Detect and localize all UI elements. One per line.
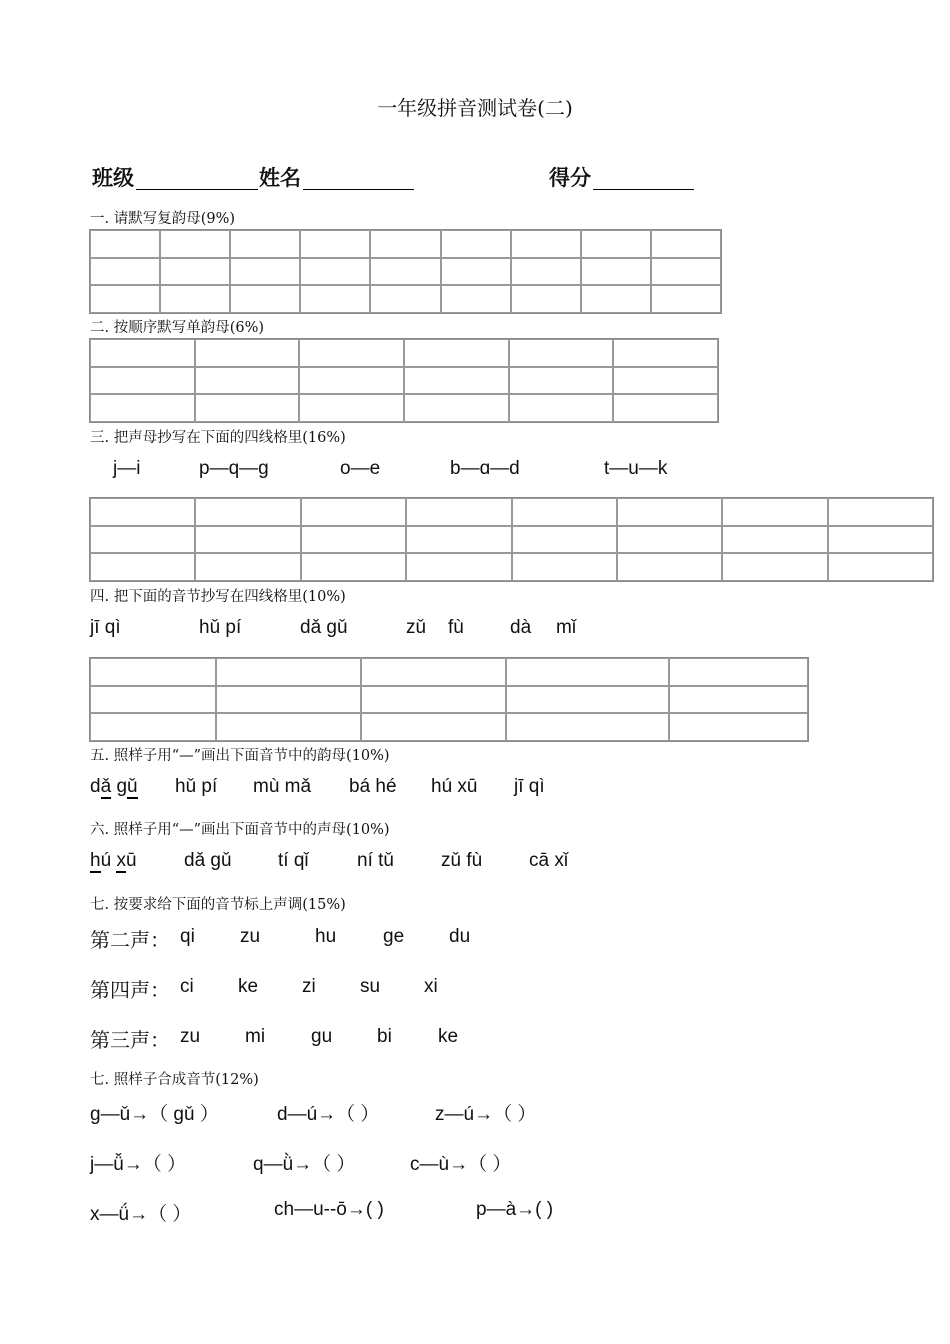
tone-item: ci xyxy=(180,976,194,997)
s5-item: jī qì xyxy=(514,776,545,797)
combine-item: c—ù→（ ） xyxy=(410,1154,512,1175)
combine-item: q—ǜ→（ ） xyxy=(253,1154,356,1175)
tone-item: su xyxy=(360,976,381,997)
tone-item: zu xyxy=(240,926,261,947)
tone-item: mi xyxy=(245,1026,266,1047)
tone-item: zu xyxy=(180,1026,201,1047)
tone-label: 第四声： xyxy=(90,978,170,1002)
section-7-heading: 七. 按要求给下面的音节标上声调(15%) xyxy=(90,897,346,913)
s3-item: j—i xyxy=(113,458,141,479)
s4-item: fù xyxy=(448,617,464,638)
s4-item: dǎ gǔ xyxy=(300,617,348,638)
combine-item: g—ǔ→（ gǔ ） xyxy=(90,1104,219,1125)
s5-item: hǔ pí xyxy=(175,776,218,797)
s6-item: zǔ fù xyxy=(441,850,483,871)
s6-example xyxy=(90,850,137,872)
score-label: 得分 xyxy=(549,167,591,190)
s4-item: zǔ xyxy=(406,617,427,638)
s3-item: o—e xyxy=(340,458,381,479)
class-label: 班级 xyxy=(92,167,134,190)
section-3-heading: 三. 把声母抄写在下面的四线格里(16%) xyxy=(90,430,346,446)
s4-item: hǔ pí xyxy=(199,617,242,638)
writing-grid-3[interactable] xyxy=(89,497,934,582)
tone-item: ke xyxy=(238,976,259,997)
section-1-heading: 一. 请默写复韵母(9%) xyxy=(90,211,236,227)
s5-example-final-1: ǎ xyxy=(100,776,112,797)
s6-item: ní tǔ xyxy=(357,850,394,871)
s5-example-initial-2: g xyxy=(116,776,128,797)
s5-example-final-2: ǔ xyxy=(127,776,138,797)
tone-item: xi xyxy=(424,976,438,997)
s6-item: dǎ gǔ xyxy=(184,850,232,871)
score-field[interactable] xyxy=(593,189,694,190)
combine-item: x—ǘ→（ ） xyxy=(90,1204,192,1225)
writing-grid-4[interactable] xyxy=(89,657,809,742)
s6-example-final-1: ú xyxy=(100,850,112,871)
section-8-heading: 七. 照样子合成音节(12%) xyxy=(90,1072,259,1088)
s6-item: cā xǐ xyxy=(529,850,569,871)
section-4-heading: 四. 把下面的音节抄写在四线格里(10%) xyxy=(90,589,346,605)
combine-item: j—ǚ→（ ） xyxy=(90,1154,187,1175)
combine-item: ch—u--ō→( ) xyxy=(274,1199,384,1220)
combine-item: d—ú→（ ） xyxy=(277,1104,380,1125)
section-2-heading: 二. 按顺序默写单韵母(6%) xyxy=(90,320,265,336)
name-label: 姓名 xyxy=(259,167,301,190)
s6-example-initial-2: x xyxy=(116,850,126,871)
s5-example-initial-1: d xyxy=(90,776,101,797)
s6-example-final-2: ū xyxy=(125,850,137,871)
s5-item: hú xū xyxy=(431,776,478,797)
tone-label: 第二声： xyxy=(90,928,170,952)
tone-item: du xyxy=(449,926,471,947)
s5-item: mù mǎ xyxy=(253,776,312,797)
s5-item: bá hé xyxy=(349,776,397,797)
writing-grid-2[interactable] xyxy=(89,338,719,423)
tone-item: ke xyxy=(438,1026,459,1047)
s6-item: tí qǐ xyxy=(278,850,309,871)
s4-item: mǐ xyxy=(556,617,577,638)
tone-item: hu xyxy=(315,926,337,947)
tone-item: qi xyxy=(180,926,195,947)
tone-item: zi xyxy=(302,976,316,997)
writing-grid-1[interactable] xyxy=(89,229,722,314)
tone-item: gu xyxy=(311,1026,333,1047)
s3-item: t—u—k xyxy=(604,458,668,479)
class-field[interactable] xyxy=(136,189,258,190)
s3-item: p—q—g xyxy=(199,458,269,479)
combine-item: p—à→( ) xyxy=(476,1199,554,1220)
s4-item: jī qì xyxy=(90,617,121,638)
s5-example xyxy=(90,776,138,798)
s6-example-initial-1: h xyxy=(90,850,101,871)
page-title: 一年级拼音测试卷(二) xyxy=(377,96,573,120)
section-5-heading: 五. 照样子用“—”画出下面音节中的韵母(10%) xyxy=(90,748,390,764)
section-6-heading: 六. 照样子用“—”画出下面音节中的声母(10%) xyxy=(90,822,390,838)
tone-label: 第三声： xyxy=(90,1028,170,1052)
s3-item: b—ɑ—d xyxy=(450,458,520,479)
s4-item: dà xyxy=(510,617,532,638)
combine-item: z—ú→（ ） xyxy=(435,1104,537,1125)
tone-item: bi xyxy=(377,1026,392,1047)
tone-item: ge xyxy=(383,926,405,947)
name-field[interactable] xyxy=(303,189,414,190)
